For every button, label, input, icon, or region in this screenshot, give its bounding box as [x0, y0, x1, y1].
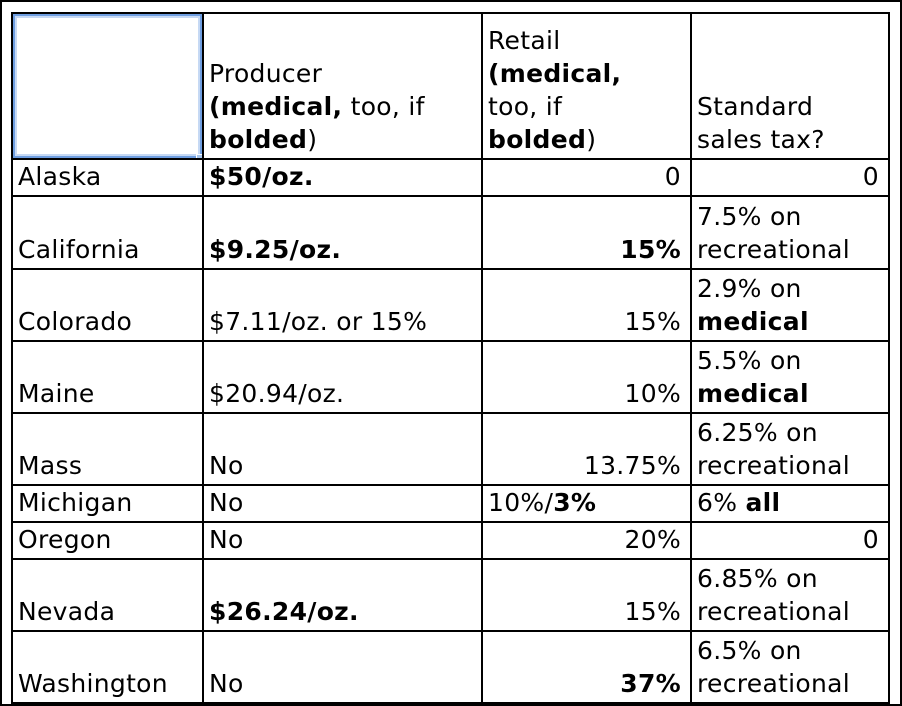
oregon-tax-cell[interactable]: 0 — [691, 522, 889, 559]
colorado-retail-cell[interactable]: 15% — [482, 269, 691, 341]
header-sales-tax-cell[interactable]: Standard sales tax? — [691, 13, 889, 159]
nevada-producer-cell[interactable]: $26.24/oz. — [203, 559, 482, 631]
table-row-california — [12, 196, 889, 269]
colorado-producer-cell[interactable]: $7.11/oz. or 15% — [203, 269, 482, 341]
alaska-retail-cell[interactable]: 0 — [482, 159, 691, 196]
washington-state-cell[interactable]: Washington — [12, 631, 203, 703]
colorado-state-cell[interactable]: Colorado — [12, 269, 203, 341]
table-row-maine — [12, 341, 889, 413]
michigan-tax-cell[interactable]: 6% all — [691, 485, 889, 522]
table-row-washington — [12, 631, 889, 703]
table-row-nevada — [12, 559, 889, 631]
maine-state-cell[interactable]: Maine — [12, 341, 203, 413]
colorado-tax-cell[interactable]: 2.9% on medical — [691, 269, 889, 341]
washington-retail-cell[interactable]: 37% — [482, 631, 691, 703]
table-row-oregon — [12, 522, 889, 559]
selected-cell[interactable] — [12, 13, 203, 159]
mass-tax-cell[interactable]: 6.25% on recreational — [691, 413, 889, 485]
mass-retail-cell[interactable]: 13.75% — [482, 413, 691, 485]
california-tax-cell[interactable]: 7.5% on recreational — [691, 196, 889, 269]
alaska-producer-cell[interactable]: $50/oz. — [203, 159, 482, 196]
california-retail-cell[interactable]: 15% — [482, 196, 691, 269]
oregon-retail-cell[interactable]: 20% — [482, 522, 691, 559]
michigan-state-cell[interactable]: Michigan — [12, 485, 203, 522]
alaska-tax-cell[interactable]: 0 — [691, 159, 889, 196]
oregon-state-cell[interactable]: Oregon — [12, 522, 203, 559]
selection-border — [13, 14, 202, 158]
maine-retail-cell[interactable]: 10% — [482, 341, 691, 413]
spreadsheet-table — [11, 12, 890, 704]
michigan-producer-cell[interactable]: No — [203, 485, 482, 522]
mass-producer-cell[interactable]: No — [203, 413, 482, 485]
alaska-state-cell[interactable]: Alaska — [12, 159, 203, 196]
washington-tax-cell[interactable]: 6.5% on recreational — [691, 631, 889, 703]
nevada-state-cell[interactable]: Nevada — [12, 559, 203, 631]
california-state-cell[interactable]: California — [12, 196, 203, 269]
selection-fill-handle[interactable] — [196, 154, 203, 159]
table-row-mass — [12, 413, 889, 485]
mass-state-cell[interactable]: Mass — [12, 413, 203, 485]
nevada-tax-cell[interactable]: 6.85% on recreational — [691, 559, 889, 631]
header-row — [12, 13, 889, 159]
header-producer-cell[interactable]: Producer (medical, too, if bolded) — [203, 13, 482, 159]
table-row-alaska — [12, 159, 889, 196]
nevada-retail-cell[interactable]: 15% — [482, 559, 691, 631]
oregon-producer-cell[interactable]: No — [203, 522, 482, 559]
michigan-retail-cell[interactable]: 10%/3% — [482, 485, 691, 522]
maine-tax-cell[interactable]: 5.5% on medical — [691, 341, 889, 413]
table-row-michigan — [12, 485, 889, 522]
header-retail-cell[interactable]: Retail (medical, too, if bolded) — [482, 13, 691, 159]
washington-producer-cell[interactable]: No — [203, 631, 482, 703]
maine-producer-cell[interactable]: $20.94/oz. — [203, 341, 482, 413]
table-row-colorado — [12, 269, 889, 341]
california-producer-cell[interactable]: $9.25/oz. — [203, 196, 482, 269]
